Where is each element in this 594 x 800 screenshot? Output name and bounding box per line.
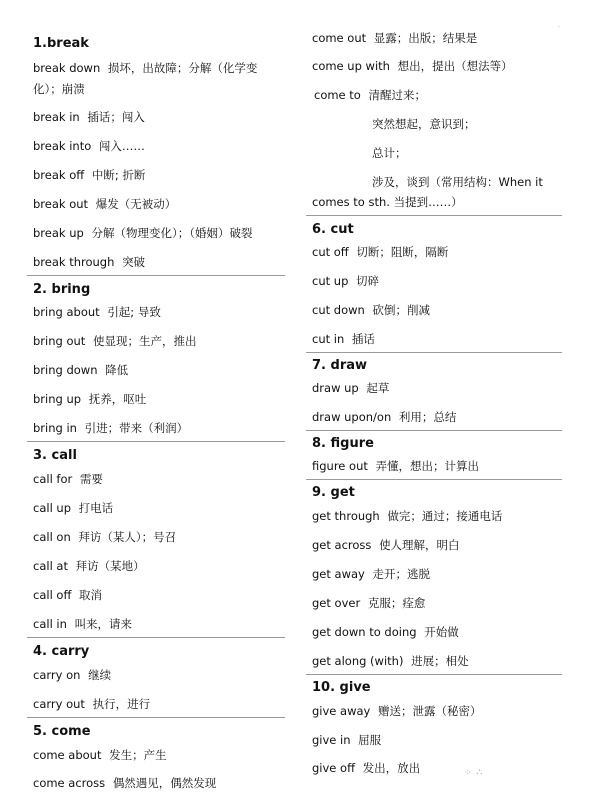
entry-get-down-to-doing: get down to doing 开始做 (312, 625, 459, 639)
entry-bring-down: bring down 降低 (33, 363, 129, 377)
entry-carry-out: carry out 执行，进行 (33, 697, 151, 711)
entry-break-off: break off 中断; 折断 (33, 168, 146, 182)
section-title-break: 1.break (33, 36, 89, 51)
entry-come-out: come out 显露；出版；结果是 (312, 31, 478, 45)
entry-call-on: call on 拜访（某人）；号召 (33, 530, 177, 544)
entry-give-away: give away 赠送；泄露（秘密） (312, 704, 482, 718)
left-column (27, 0, 285, 793)
section-title-carry: 4. carry (33, 644, 90, 659)
entry-break-out: break out 爆发（无被动） (33, 197, 177, 211)
entry-call-at: call at 拜访（某地） (33, 559, 145, 573)
corner-mark-icon: · (558, 24, 560, 31)
entry-come-up-with: come up with 想出，提出（想法等） (312, 59, 513, 73)
entry-get-through: get through 做完；通过；接通电话 (312, 509, 503, 523)
entry-give-in: give in 屈服 (312, 733, 382, 747)
section-title-figure: 8. figure (312, 436, 374, 451)
entry-cut-up: cut up 切碎 (312, 274, 380, 288)
entry-call-off: call off 取消 (33, 588, 103, 602)
entry-come-to-sense-4: 涉及，谈到（常用结构：When it (372, 175, 543, 189)
watermark-icon: ⁘ ∴ (464, 768, 484, 778)
entry-call-up: call up 打电话 (33, 501, 114, 515)
section-title-come: 5. come (33, 724, 91, 739)
section-title-give: 10. give (312, 680, 371, 695)
entry-draw-up: draw up 起草 (312, 381, 390, 395)
entry-give-off: give off 发出，放出 (312, 761, 421, 775)
entry-come-to-sense-3: 总计； (372, 146, 407, 160)
entry-draw-upon-on: draw upon/on 利用；总结 (312, 410, 457, 424)
section-title-get: 9. get (312, 485, 355, 500)
entry-come-to: come to 清醒过来； (314, 88, 426, 102)
entry-come-to-sense-4-cont: comes to sth. 当提到……） (312, 195, 463, 209)
entry-call-for: call for 需要 (33, 472, 103, 486)
section-title-draw: 7. draw (312, 358, 368, 373)
right-column (306, 0, 562, 778)
entry-bring-up: bring up 抚养，呕吐 (33, 392, 147, 406)
section-title-call: 3. call (33, 448, 77, 463)
entry-carry-on: carry on 继续 (33, 668, 112, 682)
entry-bring-about: bring about 引起; 导致 (33, 305, 161, 319)
section-title-bring: 2. bring (33, 282, 91, 297)
entry-bring-in: bring in 引进；带来（利润） (33, 421, 189, 435)
entry-come-about: come about 发生；产生 (33, 748, 167, 762)
entry-cut-down: cut down 砍倒；削减 (312, 303, 430, 317)
entry-break-into: break into 闯入…… (33, 139, 145, 153)
entry-figure-out: figure out 弄懂，想出；计算出 (312, 459, 480, 473)
entry-get-away: get away 走开；逃脱 (312, 567, 431, 581)
entry-bring-out: bring out 使显现；生产，推出 (33, 334, 197, 348)
entry-call-in: call in 叫来，请来 (33, 617, 133, 631)
section-title-cut: 6. cut (312, 222, 354, 237)
entry-get-across: get across 使人理解，明白 (312, 538, 460, 552)
entry-cut-off: cut off 切断；阻断，隔断 (312, 245, 449, 259)
entry-break-up: break up 分解（物理变化）；（婚姻）破裂 (33, 226, 253, 240)
entry-come-to-sense-2: 突然想起，意识到； (372, 117, 476, 131)
entry-break-through: break through 突破 (33, 255, 146, 269)
entry-cut-in: cut in 插话 (312, 332, 375, 346)
entry-break-in: break in 插话；闯入 (33, 110, 145, 124)
entry-come-across: come across 偶然遇见，偶然发现 (33, 776, 217, 790)
entry-get-over: get over 克服；痊愈 (312, 596, 426, 610)
entry-break-down: break down 损坏，出故障；分解（化学变化）；崩溃 (33, 61, 258, 96)
entry-get-along-with: get along (with) 进展；相处 (312, 654, 469, 668)
